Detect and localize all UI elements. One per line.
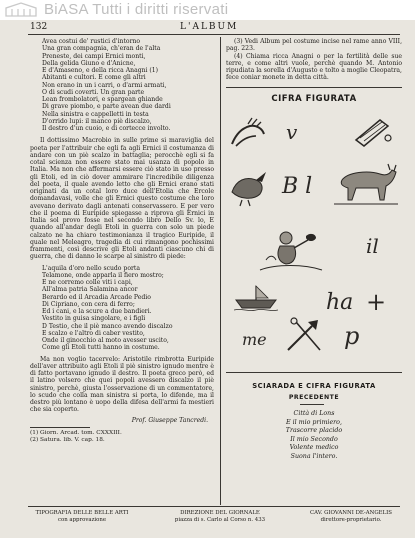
verse-line: Telamone, onde apparla il fiero mostro; [42,271,164,279]
solution-line: Suona l'intero. [290,452,338,460]
verse-line: All'alma patria Salamina ancor [42,286,138,294]
section-rule [226,372,402,373]
footer-director [300,510,402,523]
footnote: (2) Satura. lib. V. cap. 18. [30,437,105,443]
footer-line: direttore-proprietario. [320,516,382,523]
rebus-puzzle [226,104,402,359]
verse-block-2 [30,265,214,352]
solution-rule [300,404,324,405]
verse-line: Ed i cani, e la scure a due bandieri. [42,308,152,315]
hands-illustration-icon [228,116,268,150]
prose-paragraph-1: Il dottissimo Macrobio in sulle prime si maraviglia del poeta per l'attribuir che egli fa agli Ernici il costumanza di andare con un piè scalzo in battaglia; perocchè egli si fa cotal scienza non essere stato mai usanza di popolo in Italia. Ma non che affermarsi essere ciò stato in uso presso gli Etoli, ed in ciò dover ammirare l'incredibile diligenza del poeta, il quale avendo letto che gli Ernici erano stati originati da un cotal loro duce dell'Etolia che Ercole domandavasi, volle che gli Ernici questo costume che loro avevano derivato dagli antenati conservassero. E per vero che il poema di Euripide spiegasse a riprova gli Ernici in Italia sol provo fosse nel secondo libro Dello Sv. lo, E quando all'andar degli Etoli in guerra con solo un piede calzato ne ha chiaro testimonianza il tragico Euripide, il quale nel Meleagro, tragedia di cui rimangono pochissimi frammenti, così descrive gli Etoli andanti ciascuno chi di guerra, che di danno le scarpe al sinistro di piede: [30,137,214,261]
footer-line: piazza di s. Carlo al Corso n. 433 [174,516,266,523]
verse-line: E ne corremo colle viti i capi, [42,279,133,286]
verse-line: L'aquila d'oro nello scudo porta [42,264,140,272]
rebus-letter: B l [282,174,313,199]
child-with-bird-illustration-icon [256,220,326,276]
rebus-letter: ha [326,290,354,315]
verse-block-1 [30,38,214,132]
puzzle-title: CIFRA FIGURATA [271,94,357,104]
bird-illustration-icon [226,164,270,208]
verse-line: Lean frombolatori, e spargean ghiande [42,96,163,103]
solution-line: Il mio Secondo [290,435,338,443]
solution-subtitle: PRECEDENTE [288,394,340,401]
footer-line: con approvazione [57,516,107,523]
footer-line: DIREZIONE DEL GIORNALE [180,510,260,516]
verse-line: Onde il ginocchio al moto avesser uscito, [42,337,169,344]
solution-title: SCIARADA E CIFRA FIGURATA [252,382,376,390]
footer-printer [28,510,136,523]
journal-title: L'ALBUM [180,22,239,32]
page-number: 132 [30,22,48,32]
prose-paragraph-2: Ma non voglio tacervelo: Aristotile rimbrotta Euripide dell'aver attribuito agli Etoli il piè sinistro ignudo mentre è di fatto portavano ignudo il destro. Il poeta greco però, ed il latino volsero che quei popoli avessero discalzo il piè sinistro, perchè, giusta l'osservazione di un commentatore, lo scudo che colla man sinistra si porta, lo difende, ma il destro più lontano è uopo della difesa dell'armi fa mestieri che sia coperto. [30,355,214,414]
rebus-letter: il [366,234,379,258]
verse-line: D'orrido lupi: il manco piè discalzo, [42,117,152,125]
solution-line: Volente medico [289,444,339,452]
solution-line: E il mio primiero, [286,418,342,426]
rebus-plus-sign: + [366,288,387,316]
verse-line: E d'Amaseno, e della ricca Anagni (1) [42,67,159,74]
rebus-letter: me [242,330,267,349]
footnote: (1) Giorn. Arcad. tom. CXXXIII. [30,429,122,436]
footer-line: TIPOGRAFIA DELLE BELLE ARTI [35,510,129,516]
verse-line: Abitanti e cultori. E come gli altri [42,74,146,82]
verse-line: Preneste, dei campi Ernici monti, [42,52,146,60]
footnote: (4) Chiama ricca Anagni o per la fertilità delle sue terre, e come altri vuole, perchè quando M. Antonio ripudiata la sorella d'Augusto e tolto a moglie Cleopatra, fece coniar monete in detta città. [226,52,402,82]
author-signature: Prof. Giuseppe Tancredi. [131,416,208,424]
solution-line: Città di Lons [293,410,335,417]
watermark-text: BiASA Tutti i diritti riservati [44,1,229,18]
tools-illustration-icon [282,316,326,356]
verse-line: Come gli Etoli tutti hanno in costume. [42,344,160,352]
verse-line: Il destro d'un cuoio, e di cortecce involto. [42,125,171,132]
verse-line: Della gelida Giuno e d'Anicne, [42,59,136,67]
ox-illustration-icon [334,160,398,208]
watermark-banner [0,0,415,20]
library-logo-icon [4,2,38,18]
left-column [30,38,214,444]
verse-line: D Testio, che il piè manco avendo discalzo [42,322,173,330]
solution-verse [226,410,402,462]
rebus-letter: p [344,322,360,350]
verse-line: Berardo ed il Arcadia Arcade Pedio [42,293,151,301]
verse-line: Non erano in un i carri, o d'armi armati, [42,81,167,89]
header-rule [28,34,400,35]
rebus-letter: v [286,120,298,144]
right-column-notes [226,38,402,82]
scroll-illustration-icon [350,114,394,148]
section-rule [226,87,402,88]
verse-line: O di scudi coverti. Un gran parte [42,88,145,96]
footnote: (3) Vedi Album pel costume incise nel rame anno VIII, pag. 223. [226,38,402,53]
verse-line: Vestito in guisa singolare, e i figli [42,315,146,323]
footer-line: CAV. GIOVANNI DE-ANGELIS [309,510,392,516]
solution-line: Trascorre placido [285,427,343,435]
verse-line: Nella sinistra e cappelletti in testa [42,110,149,118]
footnote-rule [30,427,90,428]
verse-line: E scalzo e l'altro di caber vestito, [42,329,145,337]
verse-line: Di Cipriano, con cera di ferro; [42,300,135,308]
column-divider [220,37,221,505]
boat-illustration-icon [234,282,278,312]
page-header [30,22,400,34]
verse-line: Una gran compagnia, ch'eran de l'alta [42,45,161,53]
footer-rule [28,506,400,507]
verse-line: Di grave piombo, e parte avean due dardi [42,103,171,111]
verse-line: Avea costui de' rustici d'intorno [42,38,141,45]
footer-direction [140,510,300,523]
